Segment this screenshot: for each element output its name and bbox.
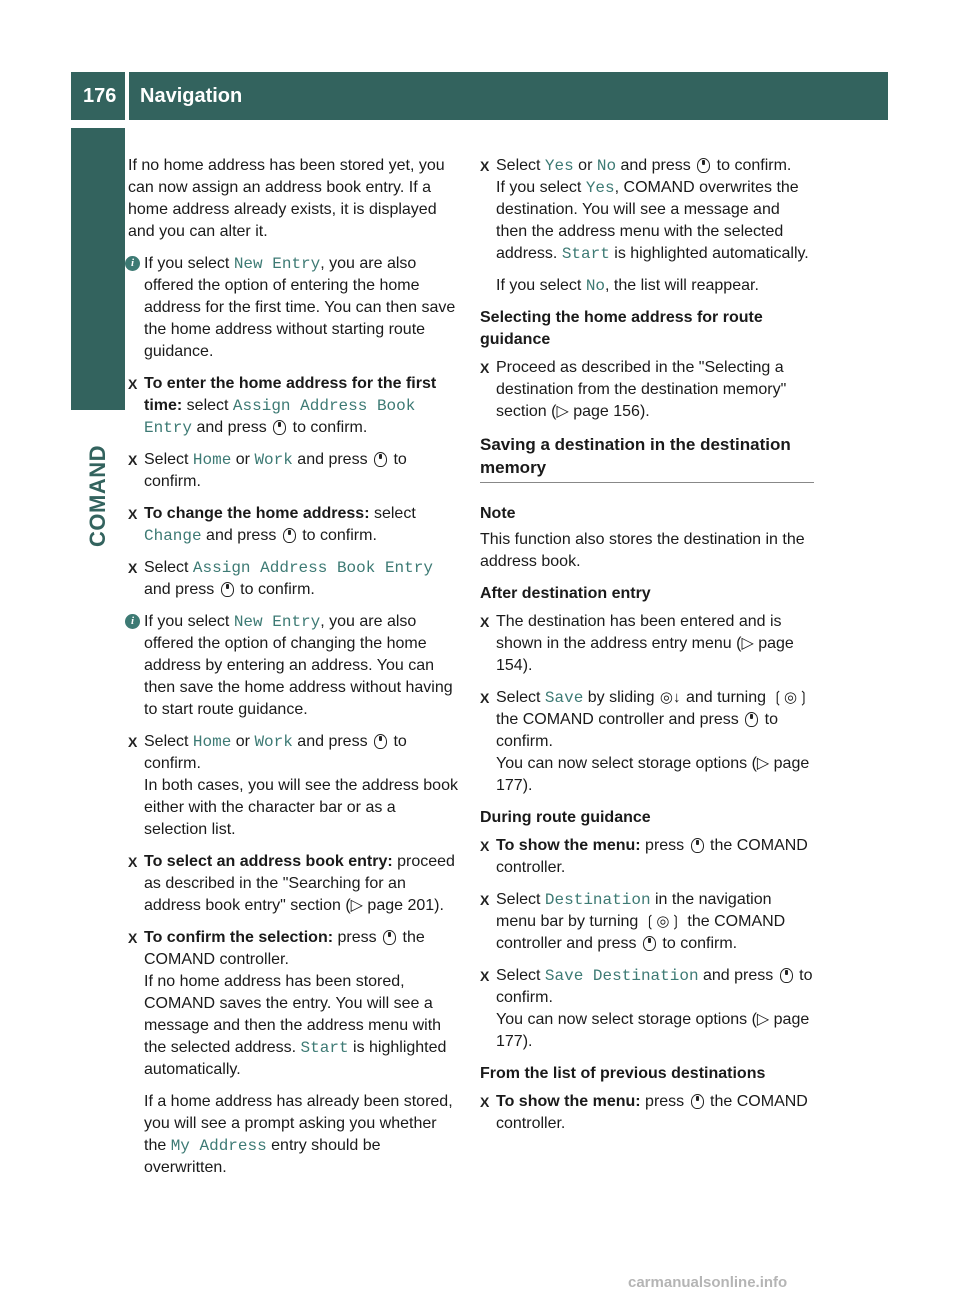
step-x-icon: X (128, 734, 138, 750)
page-number-box (71, 72, 125, 120)
step-show-menu: X To show the menu: press the COMAND controller. (480, 837, 808, 876)
step-show-menu-2: X To show the menu: press the COMAND controller. (480, 1093, 808, 1132)
step-proceed-memory: X Proceed as described in the "Selecting a destination from the destination memory" section (▷ page 156). (480, 359, 787, 420)
press-controller-icon (643, 936, 656, 951)
press-controller-icon (283, 528, 296, 543)
step-x-icon: X (480, 838, 490, 854)
step-x-icon: X (480, 1094, 490, 1110)
subheading-during-guidance: During route guidance (480, 809, 651, 826)
step-select-entry: X To select an address book entry: proceed as described in the "Searching for an address book entry" section (▷ page 201). (128, 853, 455, 914)
right-column (480, 155, 814, 1145)
left-column (128, 155, 462, 1189)
watermark: carmanualsonline.info (628, 1274, 788, 1291)
step-x-icon: X (128, 452, 138, 468)
step-save-destination: X Select Save Destination and press to confirm. You can now select storage options (▷ page 177). (480, 967, 813, 1050)
info-icon: i (125, 614, 140, 629)
press-controller-icon (691, 838, 704, 853)
step-x-icon: X (480, 614, 490, 630)
note-text: This function also stores the destination in the address book. (480, 531, 805, 570)
sidebar-label-box (71, 416, 125, 576)
step-x-icon: X (480, 968, 490, 984)
info-note-1: i If you select New Entry, you are also offered the option of entering the home address for the first time. You can then save the home address without starting route guidance. (128, 253, 462, 363)
info-note-2: i If you select New Entry, you are also offered the option of changing the home address by entering an address. You can then save the home address without having to start route guidance. (128, 611, 462, 721)
step-select-home-work-2: X Select Home or Work and press to confirm. In both cases, you will see the address book either with the character bar or as a selection list. (128, 733, 458, 838)
section-title: Saving a destination in the destination memory (480, 433, 814, 483)
press-controller-icon (383, 930, 396, 945)
step-x-icon: X (128, 560, 138, 576)
press-controller-icon (691, 1094, 704, 1109)
step-select-destination: X Select Destination in the navigation menu bar by turning ❲◎❳ the COMAND controller and press to confirm. (480, 891, 786, 952)
step-select-home-work: X Select Home or Work and press to confirm. (128, 451, 407, 490)
subheading-previous-destinations: From the list of previous destinations (480, 1065, 766, 1082)
step-assign-entry: X Select Assign Address Book Entry and press to confirm. (128, 559, 433, 598)
page-number: 176 (83, 85, 117, 107)
step-select-yes-no: X Select Yes or No and press to confirm. If you select Yes, COMAND overwrites the destination. You will see a message and then the address menu with the selected address. Start is highlighted automatically. If you select No, the list will reappear. (480, 157, 809, 295)
menu-item-new-entry: New Entry (233, 255, 321, 273)
step-change-home: X To change the home address: select Change and press to confirm. (128, 505, 416, 545)
step-confirm-selection: X To confirm the selection: press the COMAND controller. If no home address has been stored, COMAND saves the entry. You will see a message and then the address menu with the selected address. Start is highlighted automatically. If a home address has already been stored, you will see a prompt asking you whether the My Address entry should be overwritten. (128, 929, 453, 1176)
turn-controller-icon: ❲◎❳ (771, 689, 810, 706)
info-icon: i (125, 256, 140, 271)
press-controller-icon (697, 158, 710, 173)
step-x-icon: X (480, 360, 490, 376)
turn-controller-icon: ❲◎❳ (643, 913, 682, 930)
step-x-icon: X (128, 376, 138, 392)
press-controller-icon (745, 712, 758, 727)
sidebar-label: COMAND (85, 445, 110, 547)
chapter-header (129, 72, 888, 120)
step-select-save: X Select Save by sliding ◎↓ and turning ❲◎❳ the COMAND controller and press to confirm. You can now select storage options (▷ page 177). (480, 689, 810, 794)
step-x-icon: X (128, 930, 138, 946)
press-controller-icon (374, 734, 387, 749)
subheading-home-route: Selecting the home address for route guidance (480, 309, 763, 348)
press-controller-icon (221, 582, 234, 597)
step-x-icon: X (128, 506, 138, 522)
step-x-icon: X (480, 892, 490, 908)
step-destination-entered: X The destination has been entered and is shown in the address entry menu (▷ page 154). (480, 613, 794, 674)
press-controller-icon (780, 968, 793, 983)
sidebar-block (71, 128, 125, 410)
press-controller-icon (273, 420, 286, 435)
step-x-icon: X (128, 854, 138, 870)
chapter-title: Navigation (140, 85, 243, 107)
note-label: Note (480, 505, 516, 522)
step-x-icon: X (480, 158, 490, 174)
step-x-icon: X (480, 690, 490, 706)
subheading-after-entry: After destination entry (480, 585, 651, 602)
intro-paragraph: If no home address has been stored yet, you can now assign an address book entry. If a home address already exists, it is displayed and you can alter it. (128, 157, 445, 240)
press-controller-icon (374, 452, 387, 467)
slide-down-controller-icon: ◎↓ (659, 689, 681, 706)
step-enter-home: X To enter the home address for the first time: select Assign Address Book Entry and press to confirm. (128, 375, 437, 437)
